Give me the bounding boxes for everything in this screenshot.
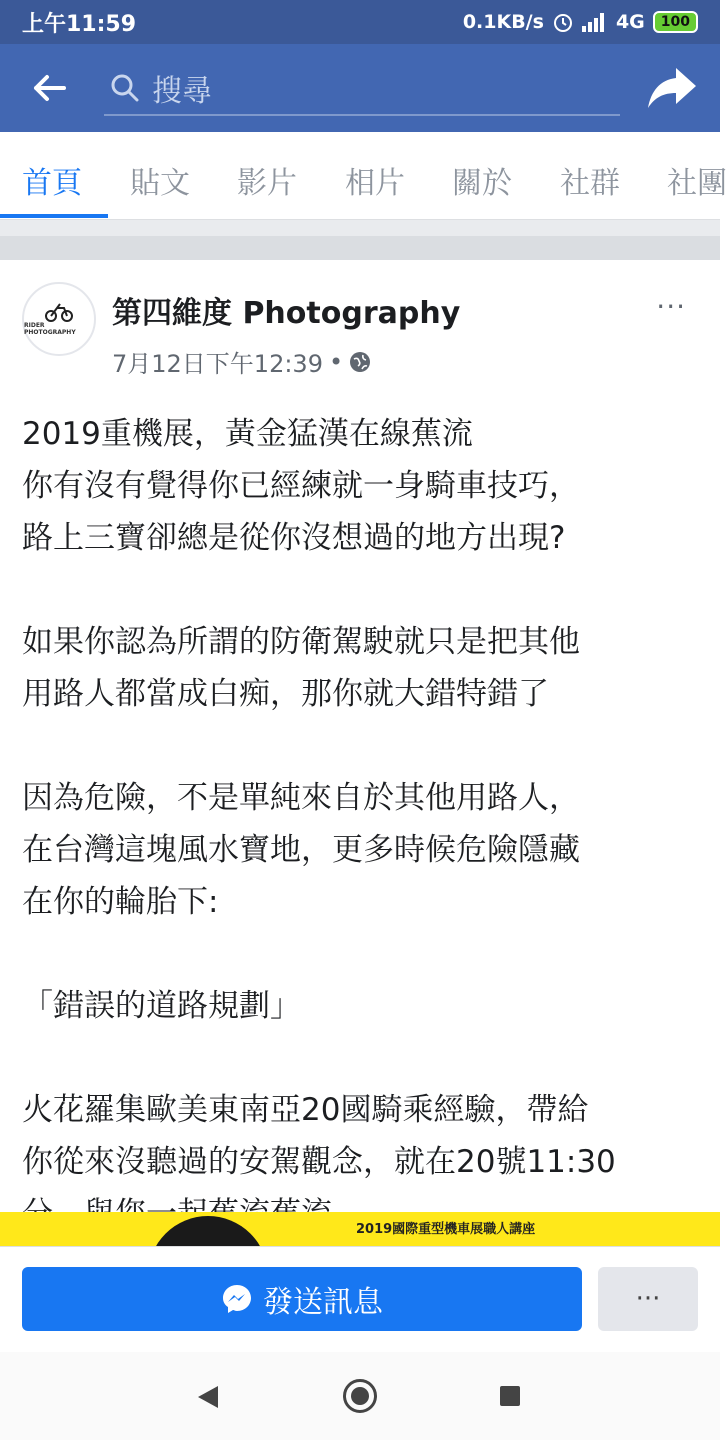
nav-home-icon[interactable]: [343, 1379, 377, 1413]
active-tab-indicator: [0, 214, 108, 218]
status-time: 上午11:59: [22, 11, 137, 37]
banner-text: 2019國際重型機車展職人講座: [356, 1222, 536, 1237]
action-bar: [0, 1246, 720, 1352]
post-paragraph: 2019重機展，黃金猛漢在線蕉流 你有沒有覺得你已經練就一身騎車技巧， 路上三寶卻總是從你沒想過的地方出現?: [22, 416, 580, 556]
battery-icon: 100: [653, 11, 698, 33]
post-paragraph: 因為危險，不是單純來自於其他用路人， 在台灣這塊風水寶地，更多時候危險隱藏 在你的輪胎下:: [22, 780, 580, 920]
send-message-label: 發送訊息: [263, 1285, 383, 1320]
send-message-button[interactable]: [22, 1267, 582, 1331]
post-image[interactable]: [0, 1212, 720, 1246]
signal-icon: [582, 12, 608, 32]
avatar-text: RIDER PHOTOGRAPHY: [24, 322, 76, 336]
motorcycle-logo-icon: [44, 302, 74, 322]
post-options-button[interactable]: ···: [656, 290, 686, 323]
share-icon[interactable]: [646, 64, 698, 112]
tab-community[interactable]: 社群: [560, 166, 620, 201]
tab-home[interactable]: 首頁: [22, 166, 82, 201]
tab-groups[interactable]: 社團: [667, 166, 727, 201]
post-meta: [112, 344, 371, 379]
tab-photos[interactable]: 相片: [345, 166, 405, 201]
avatar[interactable]: [22, 282, 96, 356]
post-timestamp[interactable]: 7月12日下午12:39: [112, 350, 323, 378]
more-actions-button[interactable]: ···: [598, 1267, 698, 1331]
post-paragraph: 火花羅集歐美東南亞20國騎乘經驗，帶給 你從來沒聽過的安駕觀念，就在20號11:30: [22, 1092, 616, 1180]
system-nav-bar: [0, 1352, 720, 1440]
meta-separator: •: [328, 347, 344, 376]
alarm-icon: [552, 11, 574, 33]
section-divider: [0, 220, 720, 260]
status-bar: [0, 0, 720, 44]
back-button[interactable]: [0, 44, 100, 132]
post-paragraph: 如果你認為所謂的防衛駕駛就只是把其他 用路人都當成白痴，那你就大錯特錯了: [22, 624, 580, 712]
search-icon: [110, 73, 140, 103]
top-bar: [0, 44, 720, 132]
nav-recents-icon[interactable]: [500, 1386, 520, 1406]
network-speed: 0.1KB/s: [462, 11, 544, 33]
tab-videos[interactable]: 影片: [237, 166, 297, 201]
search-placeholder: 搜尋: [152, 74, 212, 109]
post-text: [22, 408, 702, 1240]
search-input[interactable]: [104, 62, 620, 116]
tab-posts[interactable]: 貼文: [130, 166, 190, 201]
page-tabs: [0, 132, 727, 220]
arrow-left-icon: [33, 74, 67, 102]
post-paragraph: 「錯誤的道路規劃」: [22, 988, 301, 1024]
page-name[interactable]: 第四維度 Photography: [112, 296, 461, 331]
status-icons: [463, 11, 698, 33]
tab-about[interactable]: 關於: [452, 166, 512, 201]
messenger-icon: [221, 1283, 253, 1315]
globe-icon: [349, 351, 371, 373]
network-type: 4G: [615, 11, 645, 33]
post-card: [0, 260, 720, 1220]
nav-back-icon[interactable]: [196, 1384, 220, 1410]
